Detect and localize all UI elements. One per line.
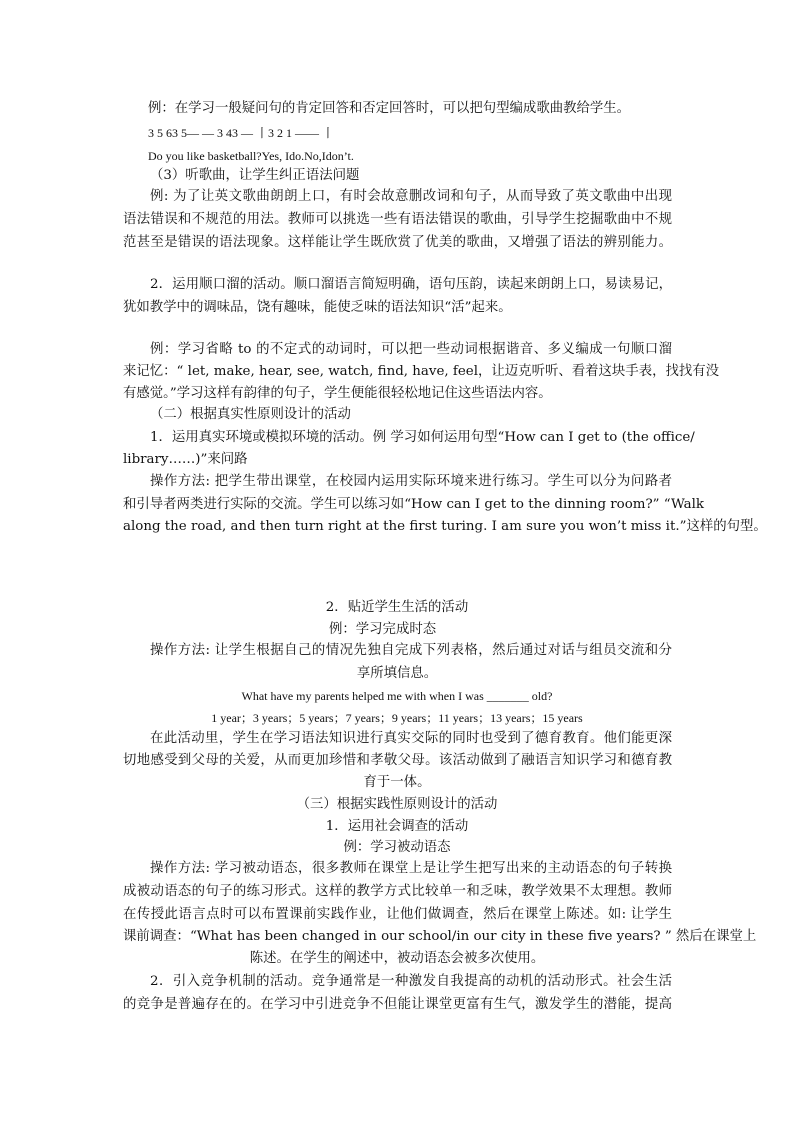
paragraph-line: 课前调查：“What has been changed in our school/in our city in these five years? ” 然后在课堂上 [123,929,757,944]
paragraph-line: 2．运用顺口溜的活动。顺口溜语言简短明确，语句压韵，读起来朗朗上口，易读易记， [150,277,672,292]
paragraph-line: 陈述。在学生的阐述中，被动语态会被多次使用。 [249,951,545,966]
paragraph-line: 操作方法: 学习被动语态，很多教师在课堂上是让学生把写出来的主动语态的句子转换 [150,861,672,876]
paragraph-line: 例：学习省略 to 的不定式的动词时，可以把一些动词根据谐音、多义编成一句顺口溜 [150,342,672,357]
paragraph-line: 切地感受到父母的关爱，从而更加珍惜和孝敬父母。该活动做到了融语言知识学习和德育教 [123,753,672,768]
years-options: 1 year；3 years；5 years；7 years；9 years；11 years；13 years；15 years [211,711,583,725]
paragraph-line: 2．引入竞争机制的活动。竞争通常是一种激发自我提高的动机的活动形式。社会生活 [150,974,672,989]
section-title-practice: （三）根据实践性原则设计的活动 [296,797,498,812]
paragraph-line: 1．运用真实环境或模拟环境的活动。例 学习如何运用句型“How can I get to (the office/ [150,430,695,445]
paragraph-line: 的竞争是普遍存在的。在学习中引进竞争不但能让课堂更富有生气，激发学生的潜能，提高 [123,997,672,1012]
paragraph-line: 在此活动里，学生在学习语法知识进行真实交际的同时也受到了德育教育。他们能更深 [150,731,672,746]
paragraph-line: 成被动语态的句子的练习形式。这样的教学方式比较单一和乏味，教学效果不太理想。教师 [123,884,672,899]
paragraph-line: 犹如教学中的调味品，饶有趣味，能使乏味的语法知识“活”起来。 [123,300,512,315]
paragraph-line: 范甚至是错误的语法现象。这样能让学生既欣赏了优美的歌曲，又增强了语法的辨别能力。 [123,235,672,250]
paragraph-line: 操作方法: 把学生带出课堂，在校园内运用实际环境来进行练习。学生可以分为问路者 [150,474,672,489]
section-title-authenticity: （二）根据真实性原则设计的活动 [150,407,351,422]
paragraph-line: 享所填信息。 [356,666,438,681]
paragraph-line: 育于一体。 [363,775,431,790]
paragraph-line: 操作方法: 让学生根据自己的情况先独自完成下列表格，然后通过对话与组员交流和分 [150,643,672,658]
song-notation: 3 5 63 5— — 3 43 — 丨3 2 1 —— 丨 [148,126,335,140]
paragraph-line: along the road, and then turn right at the first turing. I am sure you won’t miss it.”这样的句型。 [123,519,767,534]
item-title-student-life: 2．贴近学生生活的活动 [325,600,469,615]
paragraph-line: 有感觉。”学习这样有韵律的句子，学生便能很轻松地记住这些语法内容。 [123,386,552,401]
item-example-perfect-tense: 例：学习完成时态 [329,622,437,637]
item-title-social-survey: 1．运用社会调查的活动 [325,819,469,834]
paragraph-line: 例: 为了让英文歌曲朗朗上口，有时会故意删改词和句子，从而导致了英文歌曲中出现 [150,189,672,204]
song-lyrics: Do you like basketball?Yes, Ido.No,Idon’t. [148,149,354,163]
question-line: What have my parents helped me with when I was _______ old? [241,689,553,703]
paragraph-line: 在传授此语言点时可以布置课前实践作业，让他们做调查，然后在课堂上陈述。如: 让学生 [123,907,672,922]
heading-listen-songs: （3）听歌曲，让学生纠正语法问题 [150,168,360,183]
paragraph-line: 来记忆：“ let, make, hear, see, watch, find, have, feel，让迈克听听、看着这块手表，找找有没 [123,364,720,379]
paragraph-line: 和引导者两类进行实际的交流。学生可以练习如“How can I get to the dinning room?” “Walk [123,497,704,512]
paragraph-line: 语法错误和不规范的用法。教师可以挑选一些有语法错误的歌曲，引导学生挖掘歌曲中不规 [123,212,672,227]
item-example-passive-voice: 例：学习被动语态 [343,840,451,855]
paragraph-line: library……)”来问路 [123,452,248,467]
song-example-intro: 例：在学习一般疑问句的肯定回答和否定回答时，可以把句型编成歌曲教给学生。 [148,101,631,116]
